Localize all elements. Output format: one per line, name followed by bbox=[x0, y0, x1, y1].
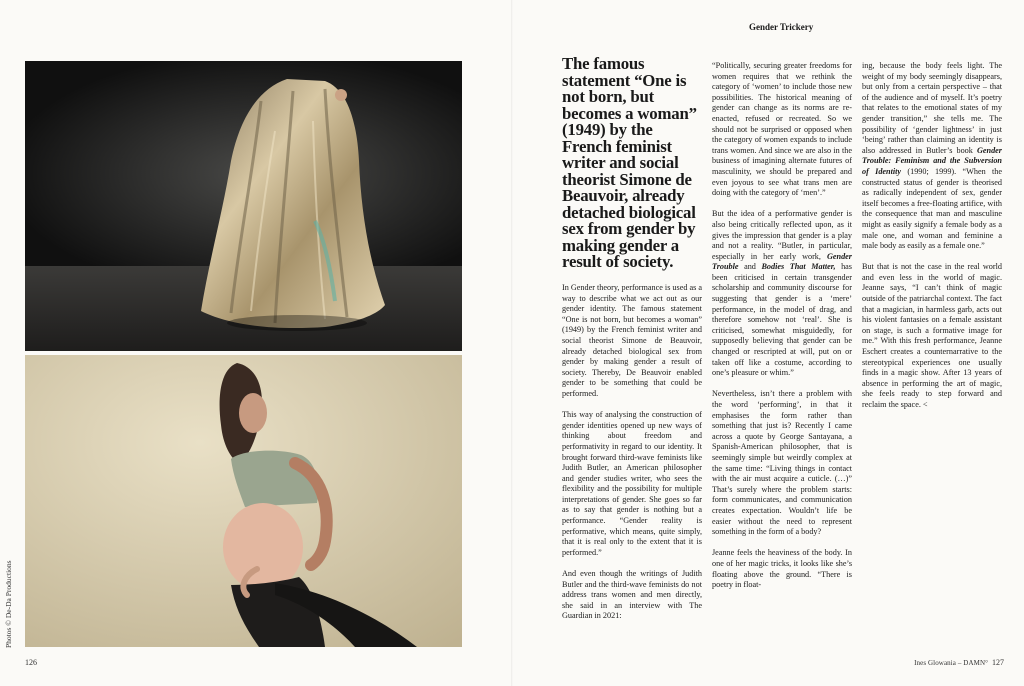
book-title: Gender Trouble bbox=[712, 251, 852, 272]
pull-quote-headline: The famous statement “One is not born, but becomes a woman” (1949) by the French feminist writer and social theorist Simone de Beauvoir, already detached biological sex from gender by making gender a result of society. bbox=[562, 54, 697, 271]
magazine-credit: Ines Glowania – DAMN° bbox=[914, 659, 988, 667]
page-gutter bbox=[511, 0, 513, 686]
body-paragraph bbox=[712, 209, 852, 379]
text-column-2 bbox=[712, 61, 852, 601]
body-paragraph bbox=[862, 61, 1002, 252]
body-paragraph: But that is not the case in the real world and even less in the world of magic. Jeanne says, “I can’t think of magic outside of the patriarchal context. The fact that a magician, in harmless garb, acts out his violent fantasies on a female assistant on stage, is such a formative image for me.” With this fresh performance, Jeanne Eschert creates a counternarrative to the stereotypical experiences one usually finds in a magic show. After 13 years of absence in performing the art of magic, she feels ready to step forward and reclaim the space. < bbox=[862, 262, 1002, 409]
page-footer-right bbox=[914, 658, 1004, 667]
page-number-right: 127 bbox=[992, 658, 1004, 667]
body-paragraph: And even though the writings of Judith Butler and the third-wave feminists do not address trans women and men directly, she said in an interview with The Guardian in 2021: bbox=[562, 569, 702, 621]
text-column-1 bbox=[562, 283, 702, 633]
running-head: Gender Trickery bbox=[749, 22, 814, 32]
text-run: (1990; 1999). “When the constructed status of gender is theorised as radically independent of sex, gender itself becomes a free-floating artifice, with the consequence that man and masculine might as easily signify a female body as a male one, and woman and feminine a male body as easily as a female one.” bbox=[862, 166, 1002, 251]
text-run: But the idea of a performative gender is also being critically reflected upon, as it gives the impression that gender is a play and not a reality. “Butler, in particular, especially in her early work, bbox=[712, 209, 852, 261]
text-column-3 bbox=[862, 61, 1002, 421]
page-number-left: 126 bbox=[25, 658, 37, 667]
text-run: has been criticised in certain transgender scholarship and community discourse for suggesting that gender is a ‘mere’ performance, in the model of drag, and therefore somehow not ‘real’. She is criticised, somewhat misguidedly, for supposedly believing that gender can be changed or rescripted at will, put on or taken off like a costume, according to one’s pleasure or whim.” bbox=[712, 262, 852, 378]
text-run: and bbox=[738, 262, 762, 272]
body-paragraph: Nevertheless, isn’t there a problem with the word ‘performing’, in that it emphasises the form rather than something that just is? Recently I came across a quote by George Santayana, a Spanish-American philosopher, that is seemingly simple but weirdly complex at the same time: “Living things in contact with the air must acquire a cuticle. (…)” That’s surely where the problem starts: form communicates, and communication creates expectation. Wouldn’t life be easier without the need to represent something in the form of a body? bbox=[712, 389, 852, 537]
body-paragraph: This way of analysing the construction of gender identities opened up new ways of thinking about freedom and performativity in regard to our identity. It brought forward third-wave feminists like Judith Butler, an American philosopher and gender studies writer, who sees the flexibility and the possibility for multiple interpretations of gender. She goes so far as to say that gender is nothing but a performance. “Gender reality is performative, which means, quite simply, that it is real only to the extent that it is performed.” bbox=[562, 410, 702, 557]
photo-fabric-performance bbox=[25, 61, 462, 351]
text-run: ing, because the body feels light. The weight of my body seemingly disappears, but only from a certain perspective – that of the audience and of myself. It’s poetry that relates to the emotional states of my gender transition,” she tells me. The possibility of ‘gender lightness’ in just ‘being’ rather than claiming an identity is also addressed in Butler’s book bbox=[862, 61, 1002, 155]
book-title: Bodies That Matter, bbox=[761, 262, 836, 272]
body-paragraph: Jeanne feels the heaviness of the body. In one of her magic tricks, it looks like she’s floating above the ground. “There is poetry in float- bbox=[712, 548, 852, 590]
photo-credit: Photos © De-Da Productions bbox=[4, 560, 13, 648]
book-title: Gender Trouble: Feminism and the Subversion of Identity bbox=[862, 145, 1002, 176]
body-paragraph: In Gender theory, performance is used as a way to describe what we act out as our gender identity. The famous statement “One is not born, but becomes a woman” (1949) by the French feminist writer and social theorist Simone de Beauvoir, already detached biological sex from gender by making gender a result of society. Thereby, De Beauvoir enabled gender to be something that could be performed. bbox=[562, 283, 702, 398]
photo-profile-performer bbox=[25, 355, 462, 647]
body-paragraph: “Politically, securing greater freedoms for women requires that we rethink the category of ‘women’ to include those new possibilities. The historical meaning of gender can change as its norms are re-enacted, refused or recreated. So we should not be surprised or opposed when the category of women expands to include trans women. And since we are also in the business of imagining alternate futures of masculinity, we should be prepared and even joyous to see what trans men are doing with the category of ‘men’.” bbox=[712, 61, 852, 198]
